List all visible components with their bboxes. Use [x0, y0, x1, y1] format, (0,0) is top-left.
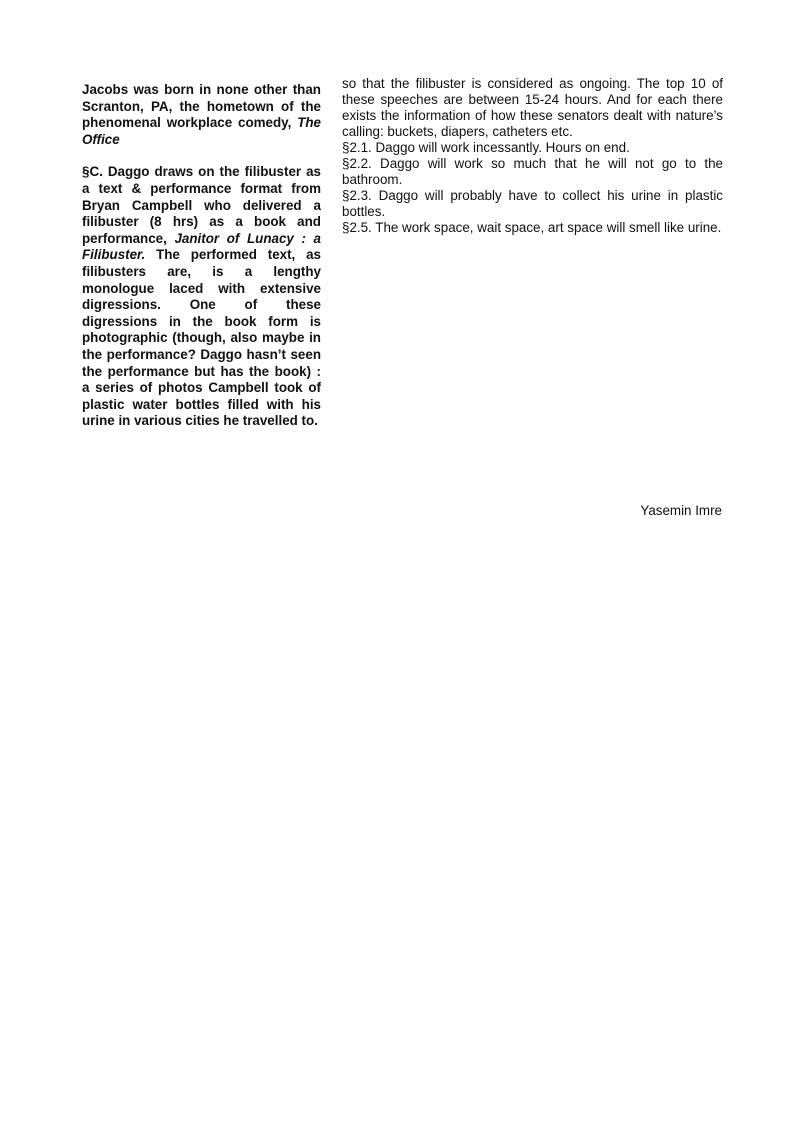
paragraph-filibuster-intro: so that the filibuster is considered as ongoing. The top 10 of these speeches are between 15-24 hours. And for each there exists the information of how these senators dealt with nature’s calling: buckets, diapers, catheters etc.	[342, 76, 723, 139]
left-column	[82, 82, 321, 446]
list-item-2-3: §2.3. Daggo will probably have to collect his urine in plastic bottles.	[342, 188, 723, 219]
paragraph-jacobs-text: Jacobs was born in none other than Scranton, PA, the hometown of the phenomenal workplace comedy,	[82, 82, 321, 131]
section-c-text-b: The performed text, as filibusters are, is a lengthy monologue laced with extensive digressions. One of these digressions in the book form is photographic (though, also maybe in the performance? Daggo hasn’t seen the performance but has the book) : a series of photos Campbell took of plastic water bottles filled with his urine in various cities he travelled to.	[82, 247, 321, 429]
section-c-text-a: §C. Daggo draws on the filibuster as a text & performance format from Bryan Campbell who delivered a filibuster (8 hrs) as a book and performance,	[82, 164, 321, 246]
right-column	[342, 76, 723, 236]
title-the-office: The Office	[82, 115, 321, 147]
author-signature: Yasemin Imre	[640, 503, 722, 518]
list-item-2-5: §2.5. The work space, wait space, art space will smell like urine.	[342, 220, 722, 235]
list-item-2-2: §2.2. Daggo will work so much that he will not go to the bathroom.	[342, 156, 723, 187]
list-item-2-1: §2.1. Daggo will work incessantly. Hours on end.	[342, 140, 630, 155]
title-janitor-of-lunacy: Janitor of Lunacy : a Filibuster.	[82, 230, 321, 263]
paragraph-jacobs	[82, 82, 321, 148]
paragraph-section-c	[82, 164, 321, 430]
